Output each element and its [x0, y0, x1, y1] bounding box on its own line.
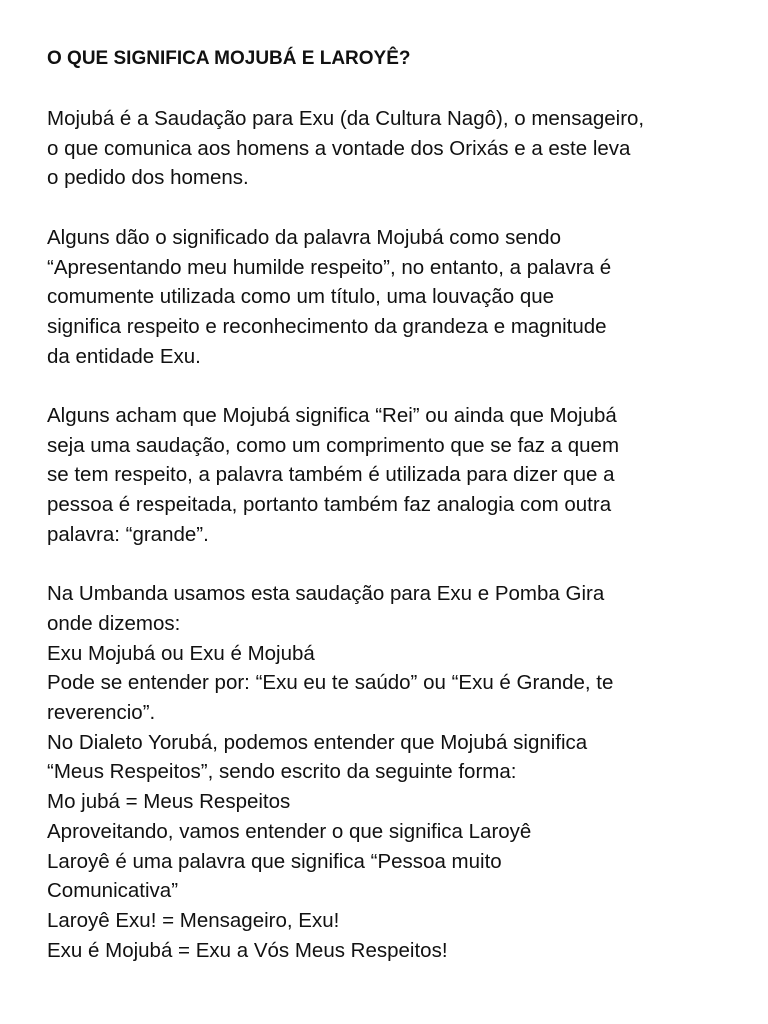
text-line: Na Umbanda usamos esta saudação para Exu e Pomba Gira [47, 582, 605, 606]
paragraph [47, 223, 737, 372]
text-line: significa respeito e reconhecimento da grandeza e magnitude [47, 314, 607, 338]
text-line: Mojubá é a Saudação para Exu (da Cultura Nagô), o mensageiro, [47, 107, 645, 130]
text-line: Laroyê Exu! = Mensageiro, Exu! [47, 908, 340, 932]
document-title: O QUE SIGNIFICA MOJUBÁ E LAROYÊ? [47, 48, 411, 69]
text-line: “Meus Respeitos”, sendo escrito da seguinte forma: [47, 760, 517, 784]
text-line: da entidade Exu. [47, 344, 201, 368]
text-line: pessoa é respeitada, portanto também faz analogia com outra [47, 493, 612, 517]
text-line: Aproveitando, vamos entender o que significa Laroyê [47, 819, 532, 843]
paragraph [47, 104, 737, 193]
text-line: Pode se entender por: “Exu eu te saúdo” ou “Exu é Grande, te [47, 671, 614, 695]
text-line: Exu é Mojubá = Exu a Vós Meus Respeitos! [47, 938, 448, 962]
text-line: se tem respeito, a palavra também é utilizada para dizer que a [47, 463, 615, 487]
paragraph [47, 579, 737, 965]
text-line: palavra: “grande”. [47, 522, 209, 546]
text-line: Comunicativa” [47, 879, 179, 903]
text-line: Alguns dão o significado da palavra Mojubá como sendo [47, 225, 561, 249]
text-line: reverencio”. [47, 701, 156, 725]
text-line: o pedido dos homens. [47, 166, 249, 190]
document-body [47, 104, 737, 965]
text-line: Laroyê é uma palavra que significa “Pessoa muito [47, 849, 502, 873]
text-line: No Dialeto Yorubá, podemos entender que Mojubá significa [47, 730, 588, 754]
paragraph [47, 401, 737, 550]
text-line: onde dizemos: [47, 611, 181, 635]
text-line: seja uma saudação, como um comprimento que se faz a quem [47, 433, 620, 457]
text-line: comumente utilizada como um título, uma louvação que [47, 285, 555, 309]
text-line: Mo jubá = Meus Respeitos [47, 790, 291, 814]
text-line: “Apresentando meu humilde respeito”, no entanto, a palavra é [47, 255, 612, 279]
text-line: o que comunica aos homens a vontade dos Orixás e a este leva [47, 136, 631, 160]
text-line: Alguns acham que Mojubá significa “Rei” ou ainda que Mojubá [47, 404, 617, 427]
document-page [47, 44, 737, 965]
text-line: Exu Mojubá ou Exu é Mojubá [47, 641, 315, 665]
